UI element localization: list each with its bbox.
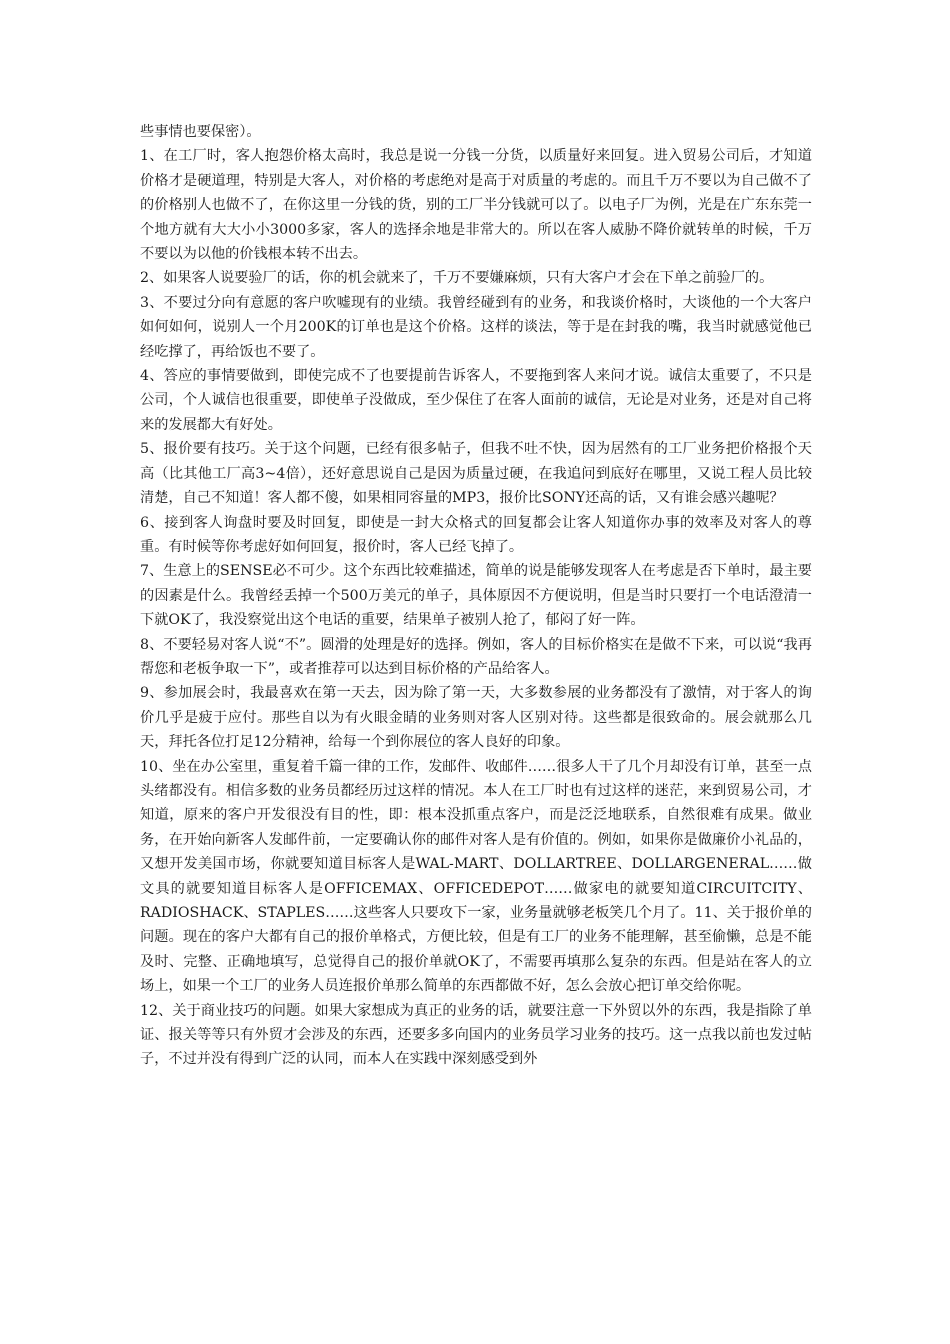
paragraph-item-1: 1、在工厂时，客人抱怨价格太高时，我总是说一分钱一分货，以质量好来回复。进入贸易公司后，才知道价格才是硬道理，特别是大客人，对价格的考虑绝对是高于对质量的考虑的。而且千万不要以为自己做不了的价格别人也做不了，在你这里一分钱的货，别的工厂半分钱就可以了。以电子厂为例，光是在广东东莞一个地方就有大大小小3000多家，客人的选择余地是非常大的。所以在客人威胁不降价就转单的时候，千万不要以为以他的价钱根本转不出去。 (140, 148, 812, 263)
paragraph-item-6: 6、接到客人询盘时要及时回复，即使是一封大众格式的回复都会让客人知道你办事的效率及对客人的尊重。有时候等你考虑好如何回复，报价时，客人已经飞掉了。 (140, 514, 812, 555)
paragraph-item-8: 8、不要轻易对客人说“不”。圆滑的处理是好的选择。例如，客人的目标价格实在是做不下来，可以说“我再帮您和老板争取一下”，或者推荐可以达到目标价格的产品给客人。 (140, 636, 812, 677)
paragraph-item-7: 7、生意上的SENSE必不可少。这个东西比较难描述，简单的说是能够发现客人在考虑是否下单时，最主要的因素是什么。我曾经丢掉一个500万美元的单子，具体原因不方便说明，但是当时只要打一个电话澄清一下就OK了，我没察觉出这个电话的重要，结果单子被别人抢了，郁闷了好一阵。 (140, 563, 812, 629)
paragraph-item-2: 2、如果客人说要验厂的话，你的机会就来了，千万不要嫌麻烦，只有大客户才会在下单之前验厂的。 (140, 270, 774, 287)
paragraph-continuation: 些事情也要保密）。 (140, 124, 261, 140)
paragraph-item-3: 3、不要过分向有意愿的客户吹嘘现有的业绩。我曾经碰到有的业务，和我谈价格时，大谈他的一个大客户如何如何，说别人一个月200K的订单也是这个价格。这样的谈法，等于是在封我的嘴，我当时就感觉他已经吃撑了，再给饭也不要了。 (140, 294, 812, 360)
paragraph-item-12: 12、关于商业技巧的问题。如果大家想成为真正的业务的话，就要注意一下外贸以外的东西，我是指除了单证、报关等等只有外贸才会涉及的东西，还要多多向国内的业务员学习业务的技巧。这一点我以前也发过帖子，不过并没有得到广泛的认同，而本人在实践中深刻感受到外 (140, 1002, 812, 1068)
paragraph-item-5: 5、报价要有技巧。关于这个问题，已经有很多帖子，但我不吐不快，因为居然有的工厂业务把价格报个天高（比其他工厂高3~4倍），还好意思说自己是因为质量过硬，在我追问到底好在哪里，又说工程人员比较清楚，自己不知道！客人都不傻，如果相同容量的MP3，报价比SONY还高的话，又有谁会感兴趣呢？ (140, 441, 812, 507)
paragraph-item-9: 9、参加展会时，我最喜欢在第一天去，因为除了第一天，大多数参展的业务都没有了激情，对于客人的询价几乎是疲于应付。那些自以为有火眼金睛的业务则对客人区别对待。这些都是很致命的。展会就那么几天，拜托各位打足12分精神，给每一个到你展位的客人良好的印象。 (140, 685, 812, 751)
paragraph-item-4: 4、答应的事情要做到，即使完成不了也要提前告诉客人，不要拖到客人来问才说。诚信太重要了，不只是公司，个人诚信也很重要，即使单子没做成，至少保住了在客人面前的诚信，无论是对业务，还是对自己将来的发展都大有好处。 (140, 368, 812, 433)
paragraph-item-10: 10、坐在办公室里，重复着千篇一律的工作，发邮件、收邮件……很多人干了几个月却没有订单，甚至一点头绪都没有。相信多数的业务员都经历过这样的情况。本人在工厂时也有过这样的迷茫，来到贸易公司，才知道，原来的客户开发很没有目的性，即：根本没抓重点客户，而是泛泛地联系，自然很难有成果。做业务，在开始向新客人发邮件前，一定要确认你的邮件对客人是有价值的。例如，如果你是做廉价小礼品的，又想开发美国市场，你就要知道目标客人是WAL-MART、DOLLARTREE、DOLLARGENERAL……做文具的就要知道目标客人是OFFICEMAX、OFFICEDEPOT……做家电的就要知道CIRCUITCITY、RADIOSHACK、STAPLES……这些客人只要攻下一家，业务量就够老板笑几个月了。11、关于报价单的问题。现在的客户大都有自己的报价单格式，方便比较，但是有工厂的业务不能理解，甚至偷懒，总是不能及时、完整、正确地填写，总觉得自己的报价单就OK了，不需要再填那么复杂的东西。但是站在客人的立场上，如果一个工厂的业务人员连报价单那么简单的东西都做不好，怎么会放心把订单交给你呢。 (140, 758, 812, 995)
document-body (140, 120, 812, 1072)
